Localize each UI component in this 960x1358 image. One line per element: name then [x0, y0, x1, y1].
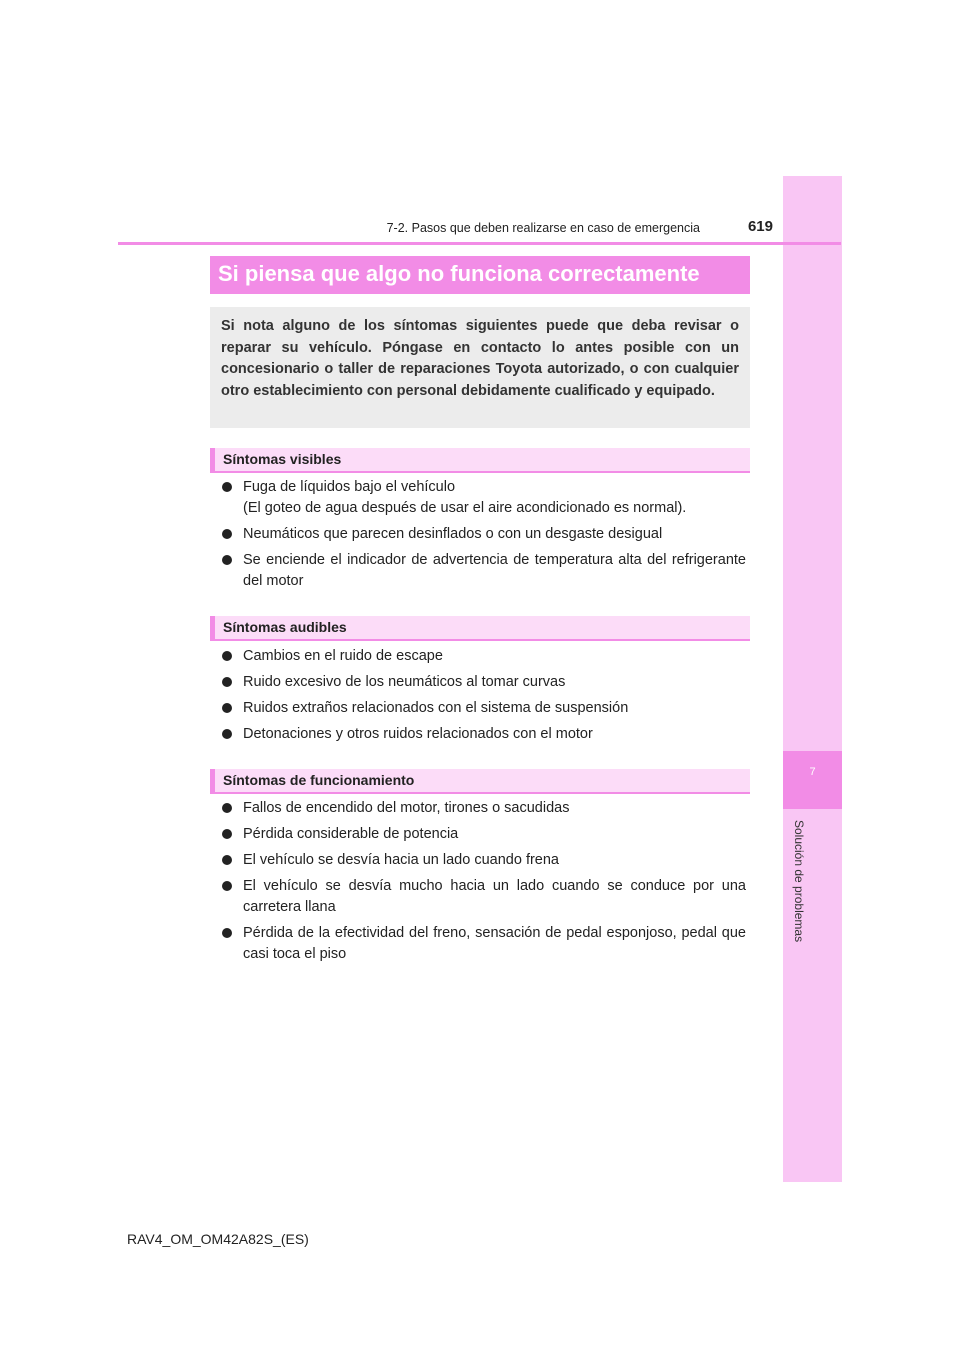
list-item: Pérdida de la efectividad del freno, sensación de pedal esponjoso, pedal que casi toca el piso: [222, 923, 746, 965]
section-title: Síntomas audibles: [223, 619, 347, 635]
bullet-icon: [222, 928, 232, 938]
section-header-visible: [210, 448, 750, 473]
chapter-label: Solución de problemas: [792, 820, 806, 943]
list-item: Pérdida considerable de potencia: [222, 824, 746, 845]
footer-document-code: RAV4_OM_OM42A82S_(ES): [127, 1231, 309, 1247]
list-item: El vehículo se desvía mucho hacia un lado cuando se conduce por una carretera llana: [222, 876, 746, 918]
chapter-number: 7: [809, 766, 816, 778]
section-title: Síntomas de funcionamiento: [223, 772, 415, 788]
chapter-side-tab: [783, 176, 842, 1182]
bullet-icon: [222, 529, 232, 539]
list-item: Cambios en el ruido de escape: [222, 646, 746, 667]
list-item: El vehículo se desvía hacia un lado cuando frena: [222, 850, 746, 871]
page-number: 619: [747, 218, 773, 235]
title-bar: [210, 256, 750, 294]
intro-text: Si nota alguno de los síntomas siguientes puede que deba revisar o reparar su vehículo. Póngase en contacto lo antes posible con un concesionario o taller de reparaciones Toyota autorizado, o con cualquier otro establecimiento con personal debidamente cualificado y equipado.: [221, 318, 739, 399]
bullet-icon: [222, 555, 232, 565]
bullet-icon: [222, 803, 232, 813]
list-item: Fallos de encendido del motor, tirones o sacudidas: [222, 798, 746, 819]
list-visible: [222, 477, 746, 597]
list-item: Se enciende el indicador de advertencia de temperatura alta del refrigerante del motor: [222, 550, 746, 592]
list-item: Neumáticos que parecen desinflados o con un desgaste desigual: [222, 524, 746, 545]
section-header-operation: [210, 769, 750, 794]
list-audible: [222, 646, 746, 750]
header-section-title: 7-2. Pasos que deben realizarse en caso de emergencia: [386, 221, 700, 235]
bullet-icon: [222, 677, 232, 687]
bullet-icon: [222, 829, 232, 839]
list-item: Ruidos extraños relacionados con el sistema de suspensión: [222, 698, 746, 719]
list-item: Fuga de líquidos bajo el vehículo (El goteo de agua después de usar el aire acondicionado es normal).: [222, 477, 746, 519]
section-title: Síntomas visibles: [223, 451, 342, 467]
chapter-number-tab: [783, 751, 842, 809]
bullet-icon: [222, 855, 232, 865]
header-rule: [118, 242, 841, 245]
page-title: Si piensa que algo no funciona correctamente: [218, 261, 700, 286]
list-item: Ruido excesivo de los neumáticos al tomar curvas: [222, 672, 746, 693]
section-header-audible: [210, 616, 750, 641]
list-item: Detonaciones y otros ruidos relacionados con el motor: [222, 724, 746, 745]
list-operation: [222, 798, 746, 970]
bullet-icon: [222, 651, 232, 661]
bullet-icon: [222, 482, 232, 492]
intro-box: [210, 307, 750, 428]
bullet-icon: [222, 729, 232, 739]
bullet-icon: [222, 881, 232, 891]
bullet-icon: [222, 703, 232, 713]
